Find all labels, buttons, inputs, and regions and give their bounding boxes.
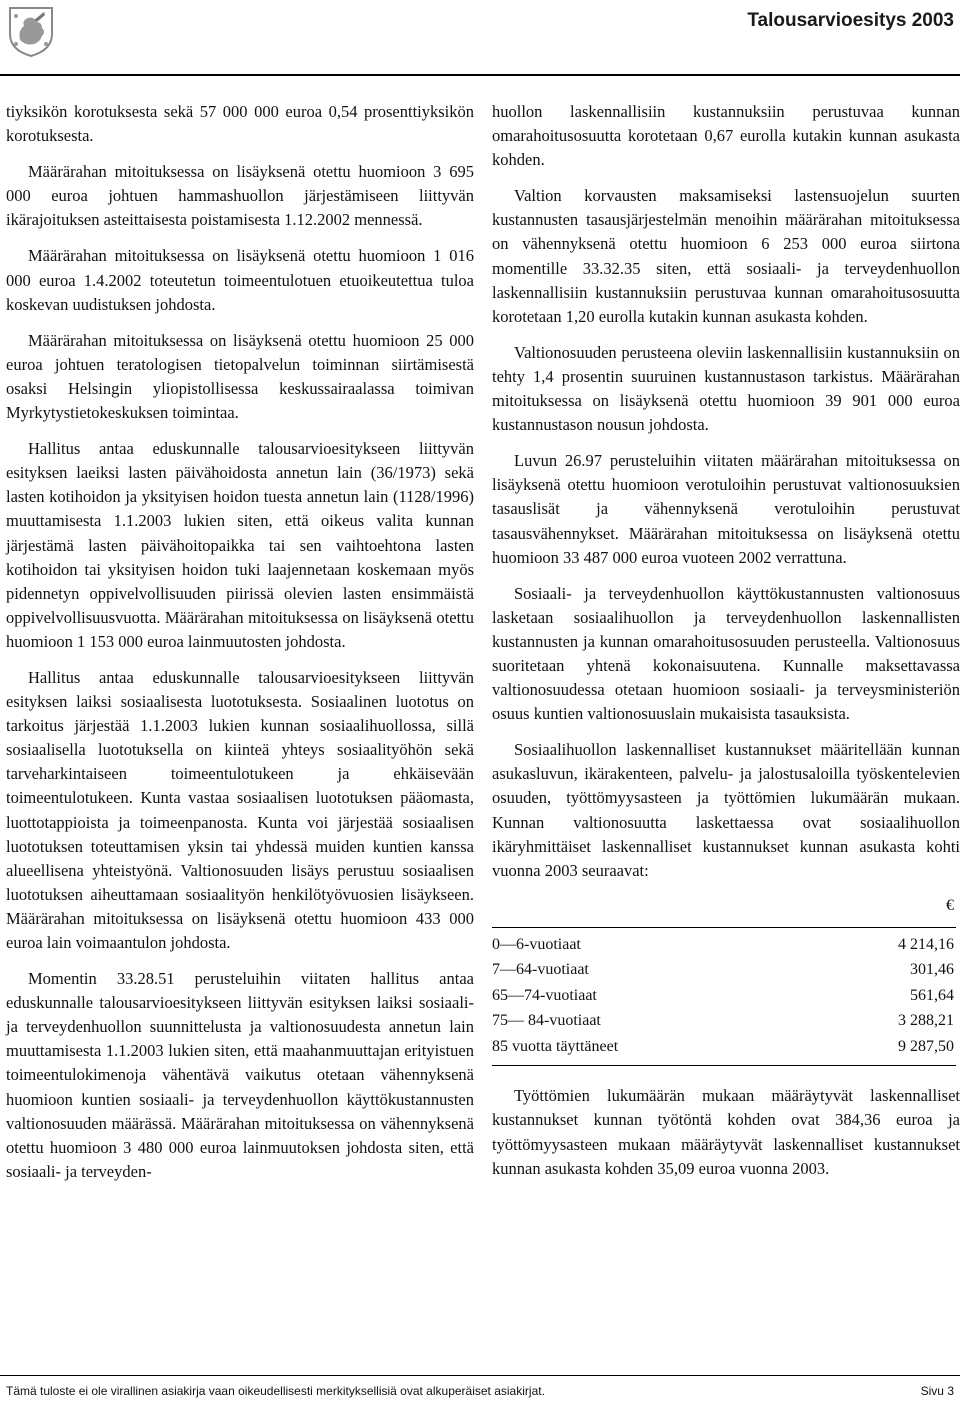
paragraph: tiyksikön korotuksesta sekä 57 000 000 euroa 0,54 prosenttiyksikön korotuksesta. <box>6 102 474 146</box>
paragraph: huollon laskennallisiin kustannuksiin perustuvaa kunnan omarahoitusosuutta korotetaan 0,67 eurolla kutakin kunnan asukasta kohden. <box>492 102 960 170</box>
left-column <box>6 100 474 1184</box>
paragraph: Valtion korvausten maksamiseksi lastensuojelun suurten kustannusten tasausjärjestelmän menoihin määrärahan mitoituksessa on vähennyksenä otettu huomioon 6 253 000 euroa siirtona momentille 33.32.35 siten, että sosiaali- ja terveydenhuollon laskennallisiin kustannuksiin perustuvaa kunnan omarahoitusosuutta korotetaan 1,20 eurolla kutakin kunnan asukasta kohden. <box>492 186 960 326</box>
paragraph: Valtionosuuden perusteena oleviin laskennallisiin kustannuksiin on tehty 1,4 prosentin suuruinen kustannustason tarkistus. Määrärahan mitoituksessa on lisäyksenä otettu huomioon 39 901 000 euroa kustannustason nousun johdosta. <box>492 342 960 435</box>
paragraph: Määrärahan mitoituksessa on lisäyksenä otettu huomioon 1 016 000 euroa 1.4.2002 toteutetun toimeentulotuen etuoikeutettua tuloa koskevan uudistuksen johdosta. <box>6 246 474 314</box>
paragraph: Sosiaalihuollon laskennalliset kustannukset määritellään kunnan asukasluvun, ikärakenteen, palvelu- ja jalostusaloilla työskentelevien osuuden, työttömyysasteen ja työttömien lukumäärän mukaan. Kunnan valtionosuutta laskettaessa ovat sosiaalihuollon ikäryhmittäiset laskennalliset kustannukset kunnan asukasta kohti vuonna 2003 seuraavat: <box>492 740 960 880</box>
table-row <box>492 957 956 983</box>
finnish-lion-logo <box>4 4 58 58</box>
footer-disclaimer: Tämä tuloste ei ole virallinen asiakirja vaan oikeudellisesti merkityksellisiä ovat alkuperäiset asiakirjat. <box>6 1384 545 1398</box>
table-rule <box>492 927 956 928</box>
paragraph: Työttömien lukumäärän mukaan määräytyvät laskennalliset kustannukset kunnan työtöntä kohden ovat 384,36 euroa ja työttömyysasteen mukaan määräytyvät laskennalliset kustannukset kunnan asukasta kohden 35,09 euroa vuonna 2003. <box>492 1086 960 1178</box>
page-footer <box>6 1384 954 1398</box>
table-rule <box>492 1065 956 1066</box>
row-value: 4 214,16 <box>898 935 954 953</box>
row-label: 7—64-vuotiaat <box>492 961 589 979</box>
row-label: 75— 84-vuotiaat <box>492 1012 601 1030</box>
row-value: 9 287,50 <box>898 1037 954 1055</box>
row-label: 65—74-vuotiaat <box>492 986 597 1004</box>
row-value: 3 288,21 <box>898 1012 954 1030</box>
paragraph: Määrärahan mitoituksessa on lisäyksenä otettu huomioon 25 000 euroa johtuen teratologisen tietopalvelun toiminnan siirtämisestä osaksi Helsingin yliopistollisessa keskussairaalassa toimivan Myrkytystietokeskuksen toimintaa. <box>6 330 474 423</box>
page-header <box>0 0 960 80</box>
paragraph: Hallitus antaa eduskunnalle talousarvioesitykseen liittyvän esityksen laeiksi lasten päivähoidosta annetun lain (36/1973) sekä lasten kotihoidon ja yksityisen hoidon tuesta annetun lain (1128/1996) muuttamisesta 1.1.2003 lukien siten, että oikeus valita kunnan järjestämä lasten päivähoitopaikka tai sen vaihtoehtona lasten kotihoidon tai yksityisen hoidon tuki laajennetaan koskemaan myös pidennetyn oppivelvollisuuden piirissä olevien lasten ensimmäistä oppivelvollisuusvuotta. Määrärahan mitoituksessa on lisäyksenä otettu huomioon 1 153 000 euroa lainmuutosten johdosta. <box>6 439 474 651</box>
footer-divider <box>0 1375 960 1376</box>
paragraph: Luvun 26.97 perusteluihin viitaten määrärahan mitoituksessa on lisäyksenä otettu huomioon verotuloihin perustuvat valtionosuuksien tasauslisät ja vähennyksenä verotuloihin perustuvat tasausvähennykset. Määrärahan mitoituksessa on lisäyksenä otettu huomioon 33 487 000 euroa vuoteen 2002 verrattuna. <box>492 451 960 567</box>
page-number: Sivu 3 <box>920 1384 954 1398</box>
document-title: Talousarvioesitys 2003 <box>747 10 954 31</box>
row-label: 0—6-vuotiaat <box>492 935 581 953</box>
paragraph: Sosiaali- ja terveydenhuollon käyttökustannusten valtionosuus lasketaan sosiaalihuollon ja terveydenhuollon laskennallisten kustannusten ja kunnan omarahoitusosuuden perusteella. Valtionosuus suoritetaan yhtenä kokonaisuutena. Kunnalle maksettavassa valtionosuudessa otetaan huomioon sosiaali- ja terveysministeriön osuus kuntien valtionosuuslain mukaisista tasauksista. <box>492 583 960 724</box>
paragraph: Momentin 33.28.51 perusteluihin viitaten hallitus antaa eduskunnalle talousarvioesitykseen liittyvän esityksen laiksi sosiaali- ja terveydenhuollon suunnittelusta ja valtionosuudesta annetun lain muuttamisesta 1.1.2003 lukien siten, että maahanmuuttajan erityistuen toimeentulokimenoja vähentävä vaikutus otetaan vähennyksenä huomioon kuntien sosiaali- ja terveydenhuollon käyttökustannusten valtionosuuden määrässä. Määrärahan mitoituksessa on vähennyksenä otettu huomioon 3 480 000 euroa lainmuutoksen johdosta siten, että sosiaali- ja terveyden- <box>6 969 474 1181</box>
table-row <box>492 983 956 1009</box>
right-column <box>492 100 960 1181</box>
paragraph: Hallitus antaa eduskunnalle talousarvioesitykseen liittyvän esityksen laiksi sosiaalisesta luototuksesta. Sosiaalinen luototus on tarkoitus järjestää 1.1.2003 lukien kunnan sosiaalihuollossa, sillä sosiaalisella luototuksella on kiinteä yhteys sosiaalityöhön sekä tarveharkintaiseen toimeentulotukeen ja ehkäisevään toimeentulotukeen. Kunta vastaa sosiaalisen luototuksen pääomasta, luottotappioista ja toimeenpanosta. Kunta voi järjestää sosiaalisen luototuksen toteuttamisen yksin tai yhdessä muiden kuntien kanssa alueellisena yhteistyönä. Valtionosuuden lisäys perustuu sosiaalisen luototuksen aiheuttamaan sosiaalityön henkilötyövuosien lisäykseen. Määrärahan mitoituksessa on lisäyksenä otettu huomioon 433 000 euroa lain voimaantulon johdosta. <box>6 667 474 952</box>
table-row <box>492 932 956 958</box>
cost-table <box>492 893 956 1067</box>
table-row <box>492 1034 956 1060</box>
paragraph: Määrärahan mitoituksessa on lisäyksenä otettu huomioon 3 695 000 euroa johtuen hammashuollon järjestämiseen liittyvän ikärajoituksen asteittaisesta poistamisesta 1.12.2002 mennessä. <box>6 162 474 230</box>
row-value: 301,46 <box>910 961 954 979</box>
table-row <box>492 1008 956 1034</box>
header-divider <box>0 74 960 76</box>
row-label: 85 vuotta täyttäneet <box>492 1037 619 1055</box>
row-value: 561,64 <box>910 986 954 1004</box>
currency-unit: € <box>946 896 954 914</box>
